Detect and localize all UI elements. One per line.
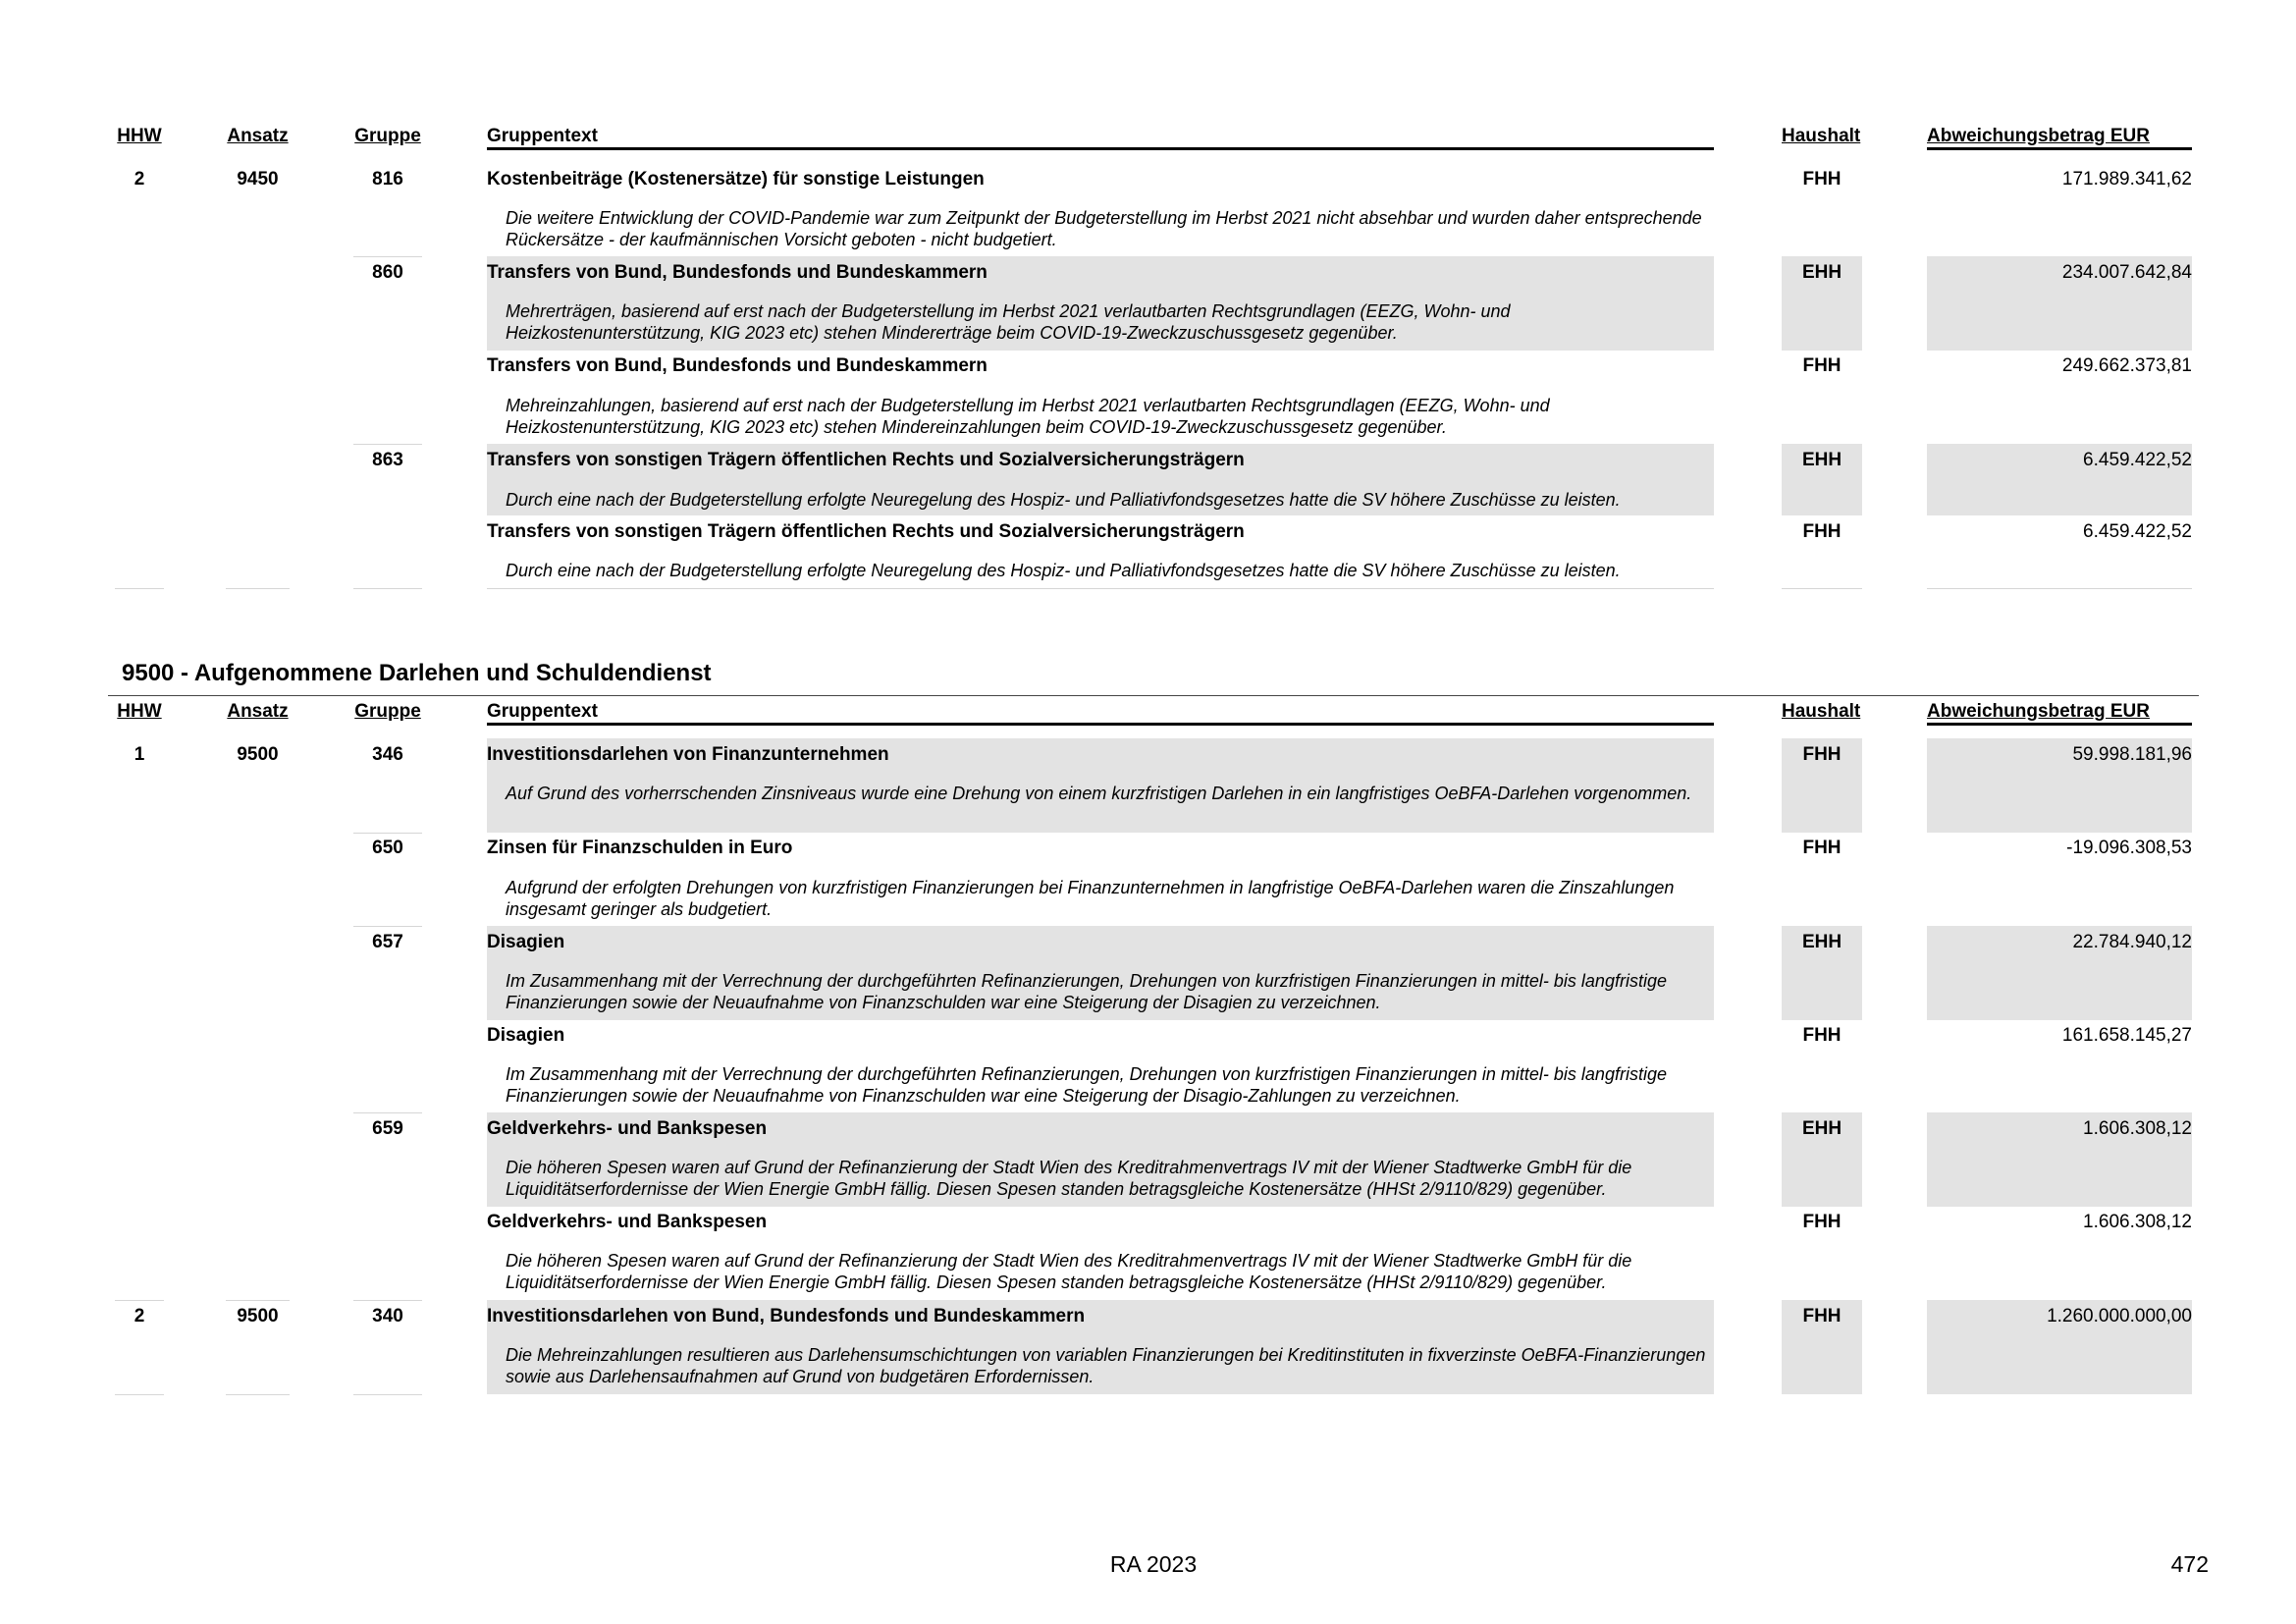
row-haushalt: FHH bbox=[1802, 1306, 1842, 1326]
section-title-rule bbox=[108, 695, 2199, 696]
group-separator bbox=[353, 444, 422, 445]
row-haushalt: FHH bbox=[1802, 1212, 1842, 1232]
row-description: Durch eine nach der Budgeterstellung erfolgte Neuregelung des Hospiz- und Palliativfondsgesetzes hatte die SV höhere Zuschüsse zu leisten. bbox=[506, 561, 1621, 580]
row-title: Investitionsdarlehen von Finanzunternehmen bbox=[487, 744, 889, 765]
row-amount: 6.459.422,52 bbox=[2083, 450, 2192, 470]
row-haushalt: EHH bbox=[1801, 450, 1842, 470]
row-amount: 1.606.308,12 bbox=[2083, 1118, 2192, 1139]
header-rule-gruppentext bbox=[487, 147, 1714, 150]
group-separator bbox=[353, 1112, 422, 1113]
row-amount: 6.459.422,52 bbox=[2083, 521, 2192, 542]
row-hhw: 2 bbox=[133, 169, 145, 189]
col-header-ansatz: Ansatz bbox=[227, 126, 289, 146]
col-header-gruppentext: Gruppentext bbox=[487, 701, 598, 722]
row-gruppe: 863 bbox=[372, 450, 403, 470]
row-description: Mehreinzahlungen, basierend auf erst nach der Budgeterstellung im Herbst 2021 verlautbarten Rechtsgrundlagen (EEZG, Wohn- und Heizkostenunterstützung, KIG 2023 etc) stehen Mindereinzahlungen beim COVID-19-Zweckzuschussgesetz gegenüber. bbox=[506, 396, 1550, 437]
row-amount: 234.007.642,84 bbox=[2061, 262, 2192, 283]
row-amount: 1.606.308,12 bbox=[2083, 1212, 2192, 1232]
row-haushalt: EHH bbox=[1801, 262, 1842, 283]
row-description: Die höheren Spesen waren auf Grund der Refinanzierung der Stadt Wien des Kreditrahmenvertrags IV mit der Wiener Stadtwerke GmbH für die Liquiditätserfordernisse der Wien Energie GmbH fällig. Diesen Spesen standen betragsgleiche Kostenersätze (HHSt 2/9110/829) gegenüber. bbox=[506, 1251, 1632, 1292]
row-haushalt: FHH bbox=[1802, 169, 1842, 189]
row-description: Im Zusammenhang mit der Verrechnung der durchgeführten Refinanzierungen, Drehungen von kurzfristigen Finanzierungen in mittel- bis langfristige Finanzierungen sowie der Neuaufnahme von Finanzschulden war eine Steigerung der Disagien zu verzeichnen. bbox=[506, 971, 1667, 1012]
row-gruppe: 340 bbox=[372, 1306, 403, 1326]
group-separator bbox=[353, 833, 422, 834]
block-end-separator bbox=[115, 1394, 164, 1395]
row-description: Die weitere Entwicklung der COVID-Pandemie war zum Zeitpunkt der Budgeterstellung im Herbst 2021 nicht absehbar und wurden daher entsprechende Rückersätze - der kaufmännischen Vorsicht geboten - nicht budgetiert. bbox=[506, 208, 1702, 249]
col-header-betrag: Abweichungsbetrag EUR bbox=[1927, 701, 2150, 722]
row-haushalt: EHH bbox=[1801, 932, 1842, 952]
block-end-separator bbox=[487, 588, 1714, 589]
col-header-hhw: HHW bbox=[117, 701, 162, 722]
header-rule-gruppentext bbox=[487, 723, 1714, 726]
row-haushalt: FHH bbox=[1802, 838, 1842, 858]
group-separator bbox=[353, 256, 422, 257]
row-description: Auf Grund des vorherrschenden Zinsniveaus wurde eine Drehung von einem kurzfristigen Darlehen in ein langfristiges OeBFA-Darlehen vorgenommen. bbox=[506, 784, 1692, 803]
row-ansatz: 9500 bbox=[237, 1306, 279, 1326]
row-amount: 249.662.373,81 bbox=[2061, 355, 2192, 376]
block-end-separator bbox=[226, 588, 290, 589]
group-separator bbox=[353, 926, 422, 927]
row-title: Transfers von Bund, Bundesfonds und Bundeskammern bbox=[487, 262, 988, 283]
row-amount: 171.989.341,62 bbox=[2061, 169, 2192, 189]
row-title: Geldverkehrs- und Bankspesen bbox=[487, 1212, 768, 1232]
row-haushalt: FHH bbox=[1802, 744, 1842, 765]
row-title: Transfers von sonstigen Trägern öffentlichen Rechts und Sozialversicherungsträgern bbox=[487, 521, 1245, 542]
row-description: Im Zusammenhang mit der Verrechnung der durchgeführten Refinanzierungen, Drehungen von kurzfristigen Finanzierungen in mittel- bis langfristige Finanzierungen sowie der Neuaufnahme von Finanzschulden war eine Steigerung der Disagio-Zahlungen zu verzeichnen. bbox=[506, 1064, 1667, 1106]
row-amount: 22.784.940,12 bbox=[2072, 932, 2192, 952]
block-end-separator bbox=[353, 1394, 422, 1395]
header-rule-betrag bbox=[1927, 147, 2192, 150]
row-hhw: 1 bbox=[133, 744, 145, 765]
row-description: Aufgrund der erfolgten Drehungen von kurzfristigen Finanzierungen bei Finanzunternehmen in langfristige OeBFA-Darlehen waren die Zinszahlungen insgesamt geringer als budgetiert. bbox=[506, 878, 1675, 919]
row-ansatz: 9500 bbox=[237, 744, 279, 765]
row-title: Disagien bbox=[487, 1025, 565, 1046]
col-header-gruppe: Gruppe bbox=[354, 126, 421, 146]
col-header-gruppentext: Gruppentext bbox=[487, 126, 598, 146]
col-header-haushalt: Haushalt bbox=[1782, 701, 1861, 722]
block-end-separator bbox=[115, 588, 164, 589]
col-header-haushalt: Haushalt bbox=[1782, 126, 1861, 146]
row-title: Zinsen für Finanzschulden in Euro bbox=[487, 838, 793, 858]
col-header-gruppe: Gruppe bbox=[354, 701, 421, 722]
row-title: Disagien bbox=[487, 932, 565, 952]
row-hhw: 2 bbox=[133, 1306, 145, 1326]
row-description: Durch eine nach der Budgeterstellung erfolgte Neuregelung des Hospiz- und Palliativfondsgesetzes hatte die SV höhere Zuschüsse zu leisten. bbox=[506, 490, 1621, 510]
row-haushalt: EHH bbox=[1801, 1118, 1842, 1139]
row-haushalt: FHH bbox=[1802, 355, 1842, 376]
row-title: Transfers von Bund, Bundesfonds und Bundeskammern bbox=[487, 355, 988, 376]
block-end-separator bbox=[226, 1394, 290, 1395]
row-haushalt: FHH bbox=[1802, 521, 1842, 542]
row-gruppe: 659 bbox=[372, 1118, 403, 1139]
row-description: Die Mehreinzahlungen resultieren aus Darlehensumschichtungen von variablen Finanzierungen bei Kreditinstituten in fixverzinste OeBFA-Finanzierungen sowie aus Darlehensaufnahmen auf Grund von budgetären Erfordernissen. bbox=[506, 1345, 1706, 1386]
group-separator bbox=[115, 1300, 164, 1301]
row-description: Die höheren Spesen waren auf Grund der Refinanzierung der Stadt Wien des Kreditrahmenvertrags IV mit der Wiener Stadtwerke GmbH für die Liquiditätserfordernisse der Wien Energie GmbH fällig. Diesen Spesen standen betragsgleiche Kostenersätze (HHSt 2/9110/829) gegenüber. bbox=[506, 1158, 1632, 1199]
footer-document-name: RA 2023 bbox=[1109, 1551, 1198, 1577]
group-separator bbox=[226, 1300, 290, 1301]
row-title: Investitionsdarlehen von Bund, Bundesfonds und Bundeskammern bbox=[487, 1306, 1086, 1326]
row-amount: 161.658.145,27 bbox=[2061, 1025, 2192, 1046]
row-amount: 1.260.000.000,00 bbox=[2047, 1306, 2192, 1326]
block-end-separator bbox=[353, 588, 422, 589]
col-header-betrag: Abweichungsbetrag EUR bbox=[1927, 126, 2150, 146]
group-separator bbox=[353, 1300, 422, 1301]
section-title: 9500 - Aufgenommene Darlehen und Schuldendienst bbox=[122, 660, 712, 686]
row-ansatz: 9450 bbox=[237, 169, 279, 189]
row-title: Kostenbeiträge (Kostenersätze) für sonstige Leistungen bbox=[487, 169, 985, 189]
row-gruppe: 650 bbox=[372, 838, 403, 858]
col-header-ansatz: Ansatz bbox=[227, 701, 289, 722]
row-description: Mehrerträgen, basierend auf erst nach der Budgeterstellung im Herbst 2021 verlautbarten Rechtsgrundlagen (EEZG, Wohn- und Heizkostenunterstützung, KIG 2023 etc) stehen Mindererträge beim COVID-19-Zweckzuschussgesetz gegenüber. bbox=[506, 301, 1511, 343]
row-haushalt: FHH bbox=[1802, 1025, 1842, 1046]
header-rule-betrag bbox=[1927, 723, 2192, 726]
row-gruppe: 657 bbox=[372, 932, 403, 952]
row-gruppe: 816 bbox=[372, 169, 403, 189]
footer-page-number: 472 bbox=[2170, 1551, 2209, 1577]
block-end-separator bbox=[1782, 588, 1862, 589]
row-title: Geldverkehrs- und Bankspesen bbox=[487, 1118, 768, 1139]
row-gruppe: 860 bbox=[372, 262, 403, 283]
col-header-hhw: HHW bbox=[117, 126, 162, 146]
row-gruppe: 346 bbox=[372, 744, 403, 765]
block-end-separator bbox=[1927, 588, 2192, 589]
row-title: Transfers von sonstigen Trägern öffentlichen Rechts und Sozialversicherungsträgern bbox=[487, 450, 1245, 470]
row-amount: 59.998.181,96 bbox=[2072, 744, 2192, 765]
row-amount: -19.096.308,53 bbox=[2066, 838, 2192, 858]
